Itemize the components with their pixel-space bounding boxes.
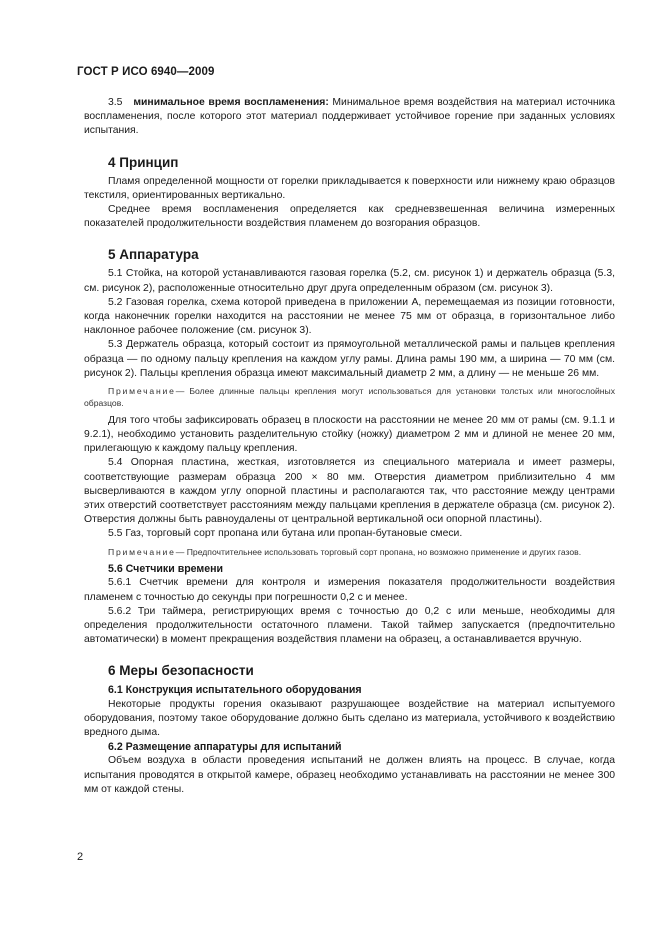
standard-header: ГОСТ Р ИСО 6940—2009 xyxy=(77,66,215,78)
section-6-title: 6 Меры безопасности xyxy=(108,663,254,679)
document-body xyxy=(84,96,615,797)
clause-5-5: 5.5 Газ, торговый сорт пропана или бутана или пропан-бутановые смеси. xyxy=(108,528,463,540)
definition-3-5 xyxy=(84,96,615,139)
clause-6-2-title: 6.2 Размещение аппаратуры для испытаний xyxy=(108,741,342,754)
clause-5-3-continued: Для того чтобы зафиксировать образец в плоскости на расстоянии не менее 20 мм от рамы (см. 9.1.1 и 9.2.1), необходимо установить разделительную стойку (ножку) диаметром 2 мм и длиной не менее 20 мм, прилегающую к каждому пальцу крепления. xyxy=(84,414,615,455)
clause-5-6-2: 5.6.2 Три таймера, регистрирующих время с точностью до 0,2 с или меньше, необходимы для определения продолжительности остаточного пламени. Такой таймер запускается (предпочтительно автоматически) в момент прекращения воздействия пламени на образец, а останавливается вручную. xyxy=(84,605,615,646)
clause-5-3: 5.3 Держатель образца, который состоит из прямоугольной металлической рамы и пальцев крепления образца — по одному пальцу крепления на каждом углу рамы. Длина рамы 190 мм, а ширина — 70 мм (см. рисунок 2). Пальцы крепления образца имеют максимальный диаметр 2 мм, а длину — не меньше 26 мм. xyxy=(84,339,615,379)
note-2-label: Примечание xyxy=(108,546,176,557)
note-2 xyxy=(84,546,615,558)
clause-5-2: 5.2 Газовая горелка, схема которой приведена в приложении А, перемещаемая из позиции готовности, когда наконечник горелки находится на расстоянии не менее 75 мм от образца, в горизонтальное либо наклонное рабочее положение (см. рисунок 3). xyxy=(84,296,615,337)
clause-5-1: 5.1 Стойка, на которой устанавливаются газовая горелка (5.2, см. рисунок 1) и держатель образца (5.3, см. рисунок 2), расположенные относительно друг друга определенным образом (см. рисунок 3). xyxy=(84,268,615,294)
clause-5-6-1: 5.6.1 Счетчик времени для контроля и измерения показателя продолжительности воздействия пламенем с точностью до секунды при погрешности 0,2 с и менее. xyxy=(84,577,615,603)
definition-text: Минимальное время воздействия на материал источника воспламенения, после которого этот материал поддерживает устойчивое горение при заданных условиях испытания. xyxy=(84,97,615,137)
section-4-title: 4 Принцип xyxy=(108,154,179,170)
clause-6-1-text: Некоторые продукты горения оказывают разрушающее воздействие на материал испытуемого оборудования, поэтому такое оборудование должно быть сделано из материала, устойчивого к воздействию вредного дыма. xyxy=(84,698,615,738)
note-1-text: — Более длинные пальцы крепления могут использоваться для установки толстых или многослойных образцов. xyxy=(84,386,615,409)
clause-6-1-title: 6.1 Конструкция испытательного оборудования xyxy=(108,684,362,697)
clause-6-2-text: Объем воздуха в области проведения испытаний не должен влиять на процесс. В случае, когда испытания проводятся в открытой камере, образец необходимо устанавливать на расстоянии не менее 300 мм от каждой стены. xyxy=(84,755,615,795)
note-1-label: Примечание xyxy=(108,386,176,397)
note-1 xyxy=(84,385,615,410)
clause-5-6-title: 5.6 Счетчики времени xyxy=(108,563,224,576)
note-2-text: — Предпочтительнее использовать торговый сорт пропана, но возможно применение и других газов. xyxy=(175,546,582,557)
page-number: 2 xyxy=(77,851,84,863)
section-5-title: 5 Аппаратура xyxy=(108,247,199,263)
clause-5-4: 5.4 Опорная пластина, жесткая, изготовляется из специального материала и имеет размеры, соответствующие размерам образца 200 × 80 мм. Отверстия диаметром приблизительно 4 мм высверливаются в каждом углу опорной пластины и располагаются так, что расстояние между центрами этих отверстий соответствует расстояниям между пальцами крепления в держателе образца (см. рисунок 2). Отверстия должны быть равноудалены от центральной вертикальной оси опорной пластины). xyxy=(84,457,615,526)
definition-number: 3.5 xyxy=(108,97,123,108)
section-4-paragraph-2: Среднее время воспламенения определяется как средневзвешенная величина измеренных показателей продолжительности воздействия пламенем до возгорания образцов. xyxy=(84,204,615,230)
section-4-paragraph-1: Пламя определенной мощности от горелки прикладывается к поверхности или нижнему краю образцов текстиля, ориентированных вертикально. xyxy=(84,175,615,201)
definition-term: минимальное время воспламенения: xyxy=(133,97,329,108)
